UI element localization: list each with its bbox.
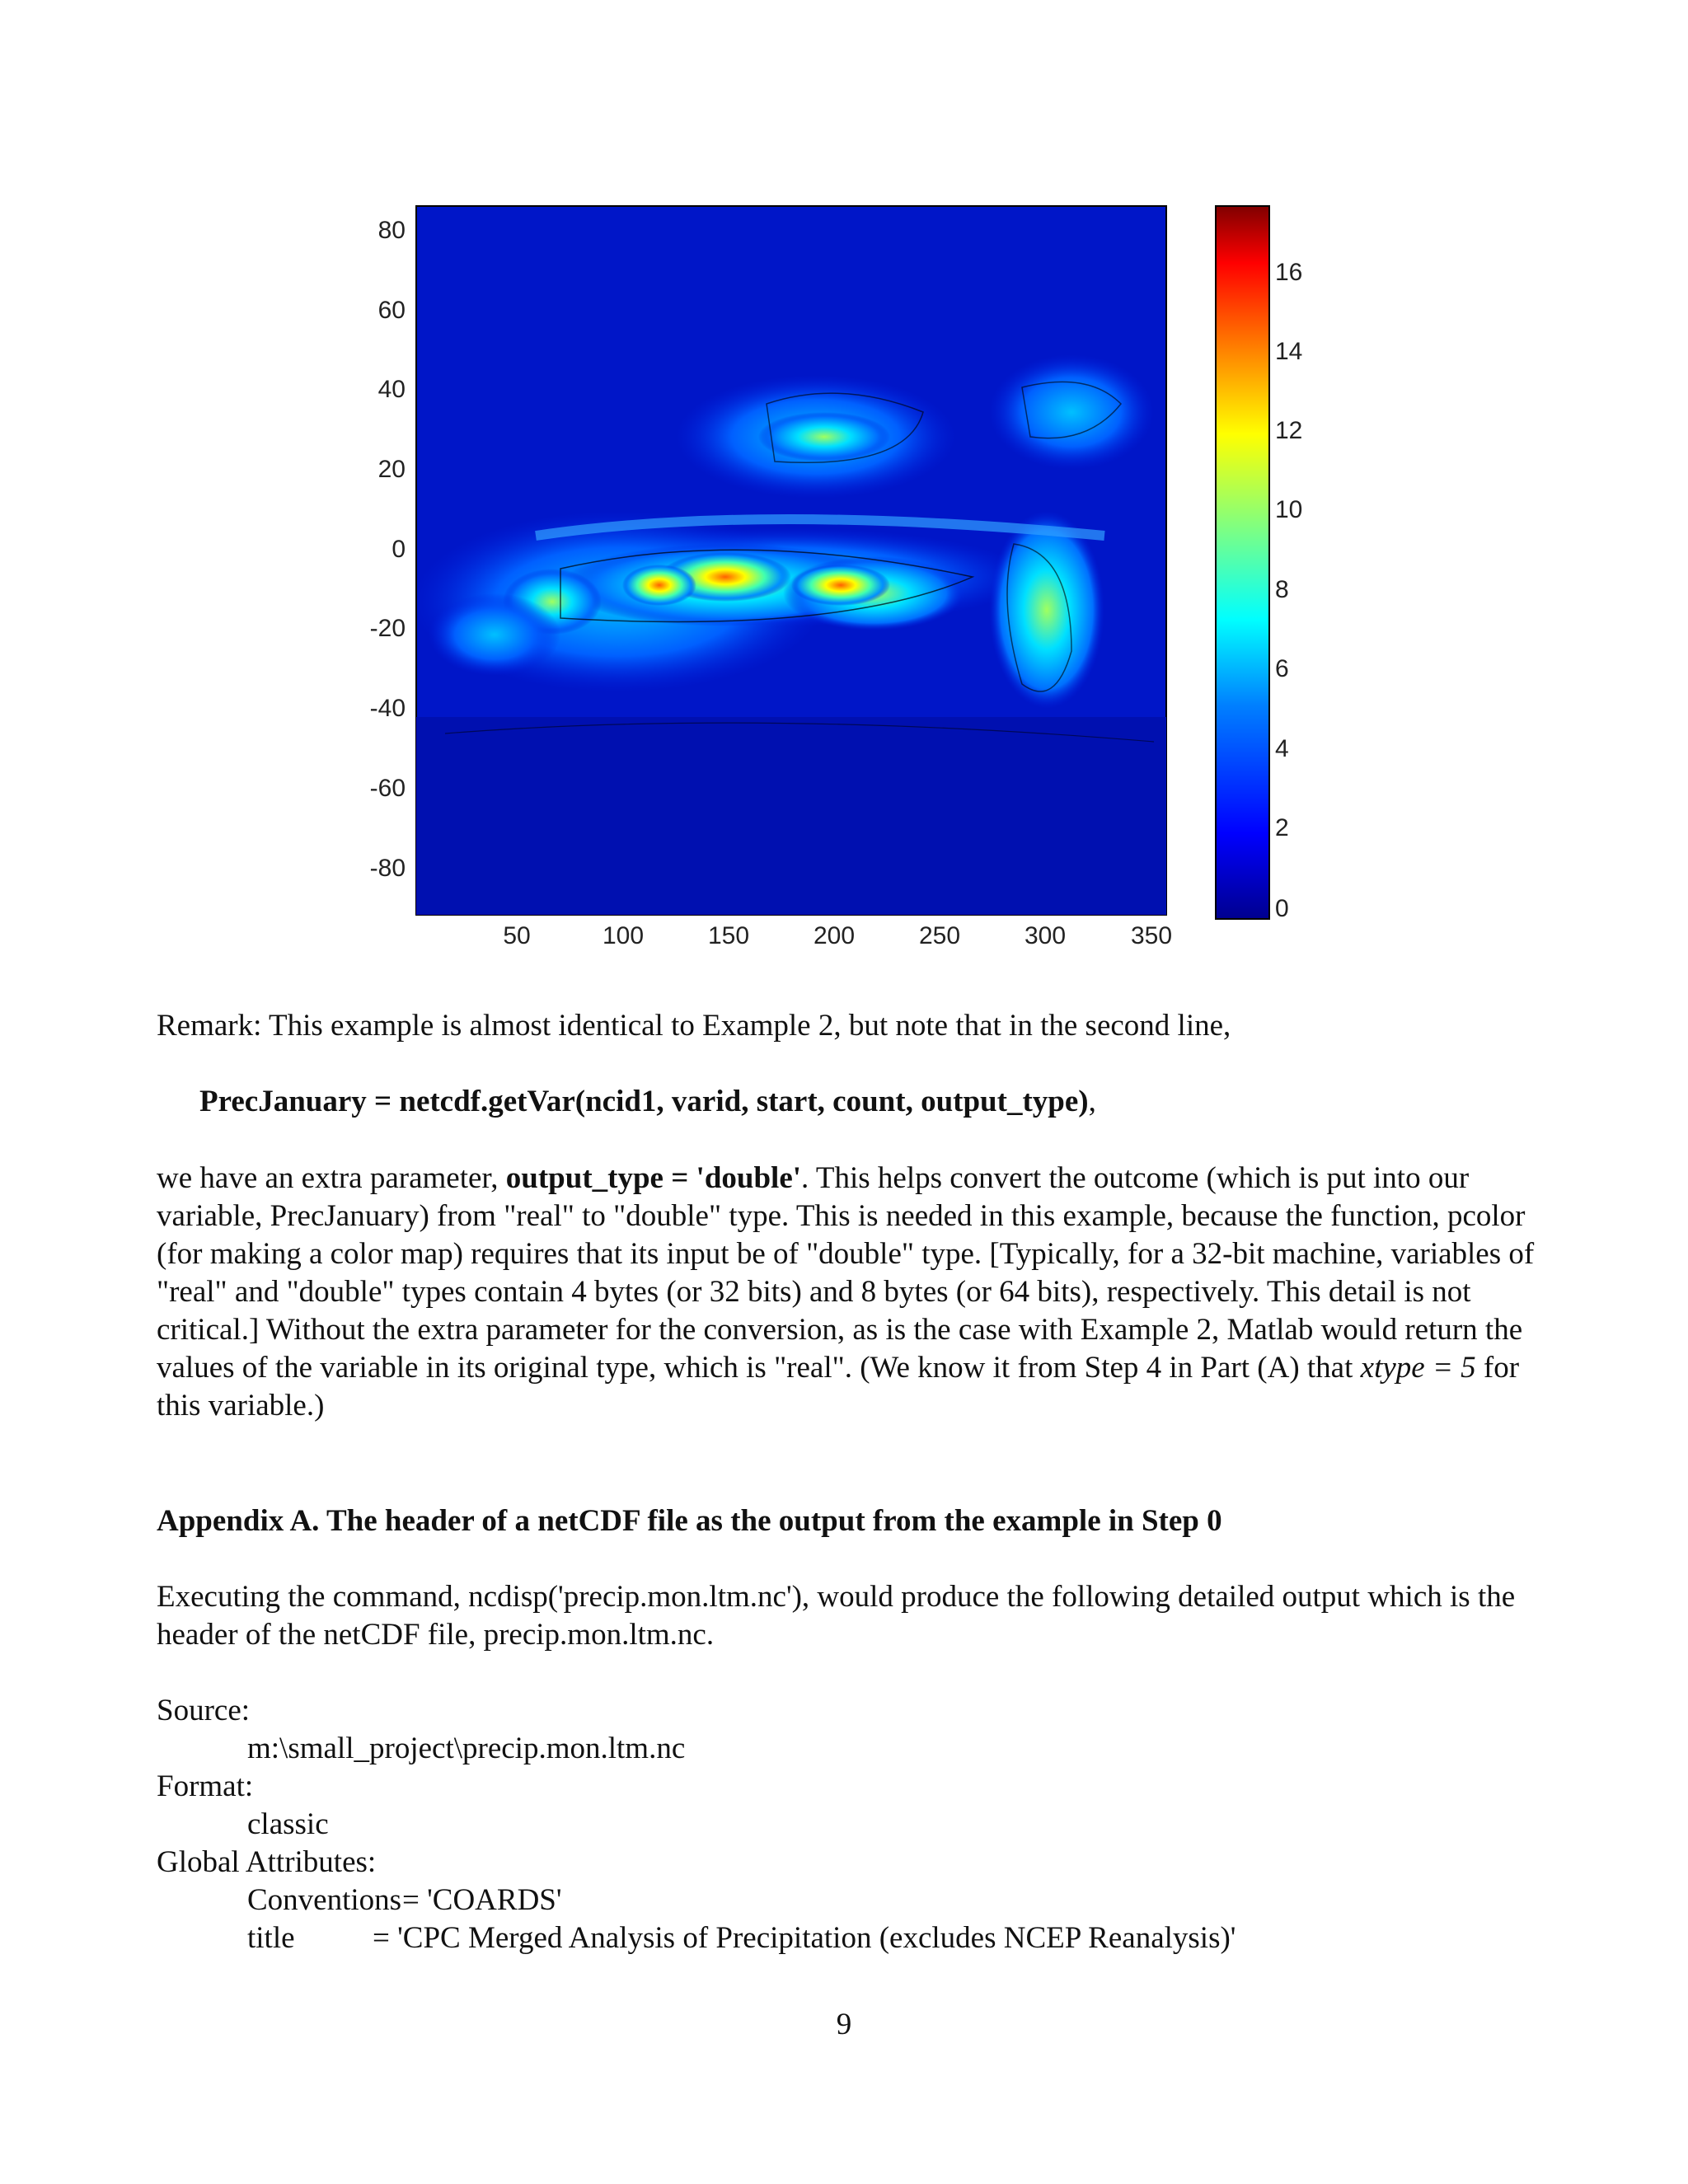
x-tick-label: 150 bbox=[707, 922, 750, 949]
para-text: for this variable.) bbox=[157, 1351, 1520, 1422]
global-attributes-label: Global Attributes: bbox=[157, 1845, 377, 1879]
colorbar-tick-label: 16 bbox=[1275, 259, 1303, 286]
y-tick-label: 40 bbox=[377, 376, 406, 403]
code-statement: PrecJanuary = netcdf.getVar(ncid1, varid, start, count, output_type) bbox=[199, 1085, 1089, 1118]
colorbar-tick-label: 14 bbox=[1275, 338, 1303, 365]
appendix-heading: Appendix A. The header of a netCDF file as the output from the example in Step 0 bbox=[157, 1504, 1222, 1538]
x-tick-label: 350 bbox=[1130, 922, 1173, 949]
page-number: 9 bbox=[836, 2008, 852, 2041]
colorbar-tick-label: 4 bbox=[1275, 735, 1289, 762]
title-value: = 'CPC Merged Analysis of Precipitation (excludes NCEP Reanalysis)' bbox=[373, 1921, 1236, 1955]
y-tick-label: 80 bbox=[377, 217, 406, 244]
colorbar bbox=[1216, 206, 1269, 919]
remark-text: Remark: This example is almost identical to Example 2, but note that in the second line, bbox=[157, 1009, 1231, 1043]
y-tick-label: 60 bbox=[377, 297, 406, 324]
y-tick-label: 20 bbox=[377, 456, 406, 483]
title-key: title bbox=[247, 1921, 295, 1955]
x-axis bbox=[503, 922, 1172, 949]
precipitation-map-figure bbox=[346, 190, 1335, 964]
x-tick-label: 200 bbox=[813, 922, 856, 949]
y-tick-label: -40 bbox=[369, 695, 406, 722]
para-text: . This helps convert the outcome (which is put into our variable, PrecJanuary) from "real" to "double" type. This is needed in this example, because the function, pcolor (for making a color map) requires that its input be of "double" type. [Typically, for a 32-bit machine, variables of "real" and "double" types contain 4 bytes (or 32 bits) and 8 bytes (or 64 bits), respectively. This detail is not critical.] Without the extra parameter for the conversion, as is the case with Example 2, Matlab would return the values of the variable in its original type, which is "real". (We know it from Step 4 in Part (A) that bbox=[157, 1161, 1535, 1385]
code-suffix: , bbox=[1088, 1085, 1096, 1118]
y-tick-label: -20 bbox=[369, 615, 406, 642]
format-label: Format: bbox=[157, 1769, 254, 1803]
para-bold: output_type = 'double' bbox=[505, 1161, 802, 1195]
code-line bbox=[199, 1084, 1096, 1119]
colorbar-tick-label: 2 bbox=[1275, 814, 1289, 841]
x-tick-label: 50 bbox=[503, 922, 531, 949]
colorbar-tick-label: 12 bbox=[1275, 417, 1303, 444]
colorbar-ticks bbox=[1275, 259, 1302, 922]
y-tick-label: -60 bbox=[369, 775, 406, 802]
colorbar-tick-label: 6 bbox=[1275, 655, 1289, 682]
y-tick-label: 0 bbox=[392, 536, 406, 563]
conventions-key: Conventions bbox=[247, 1883, 402, 1917]
y-axis bbox=[370, 217, 406, 882]
source-label: Source: bbox=[157, 1694, 251, 1727]
conventions-value: = 'COARDS' bbox=[402, 1883, 562, 1917]
x-tick-label: 100 bbox=[602, 922, 645, 949]
colorbar-tick-label: 10 bbox=[1275, 496, 1303, 523]
para-italic: xtype = 5 bbox=[1360, 1351, 1476, 1385]
colorbar-tick-label: 8 bbox=[1275, 576, 1289, 603]
source-value: m:\small_project\precip.mon.ltm.nc bbox=[247, 1732, 686, 1765]
x-tick-label: 250 bbox=[918, 922, 961, 949]
y-tick-label: -80 bbox=[369, 855, 406, 882]
colorbar-tick-label: 0 bbox=[1275, 895, 1289, 922]
format-value: classic bbox=[247, 1807, 329, 1841]
exec-paragraph: Executing the command, ncdisp('precip.mon.ltm.nc'), would produce the following detailed output which is the header of the netCDF file, precip.mon.ltm.nc. bbox=[157, 1580, 1516, 1652]
x-tick-label: 300 bbox=[1024, 922, 1067, 949]
para-text: we have an extra parameter, bbox=[157, 1161, 506, 1195]
explanation-paragraph bbox=[157, 1160, 1558, 1425]
